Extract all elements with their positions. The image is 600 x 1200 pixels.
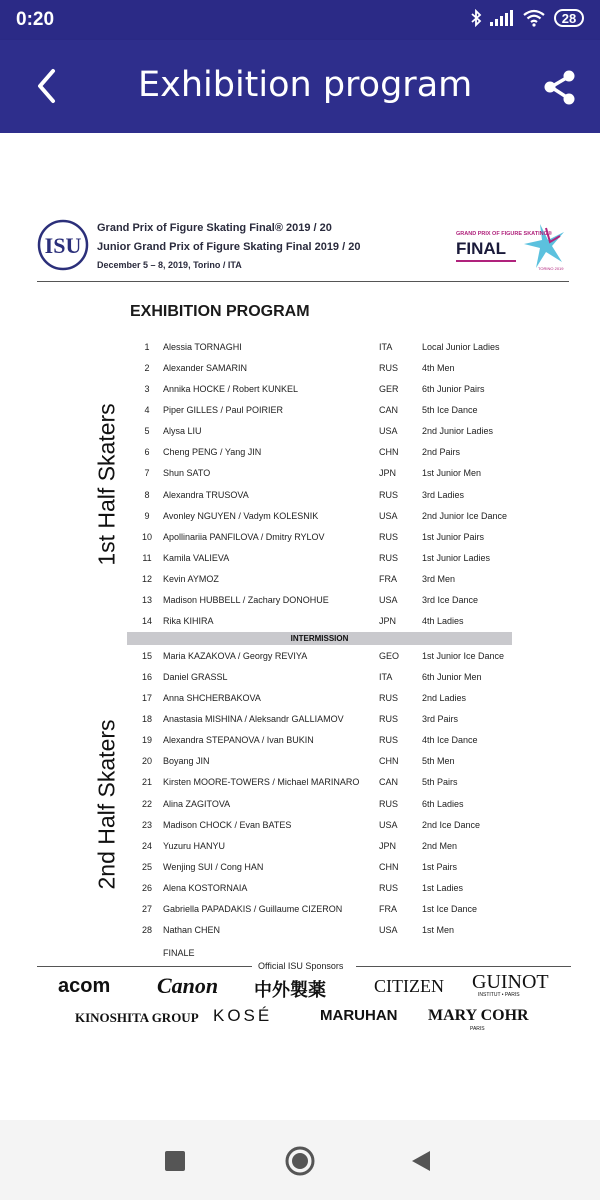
wifi-icon [522,9,546,27]
signal-icon [490,10,514,26]
sponsor-acom: acom [58,975,111,997]
skater-name: Nathan CHEN [163,925,221,936]
intermission-band: INTERMISSION [127,632,512,645]
skater-event: 2nd Ice Dance [422,819,481,830]
sponsor-divider-right [356,966,571,967]
finale-label: FINALE [163,948,195,958]
skater-event: 4th Ladies [422,616,464,627]
skater-nation: GEO [379,651,400,661]
skater-number: 17 [141,693,152,704]
event-title: Grand Prix of Figure Skating Final® 2019 / 20 [97,222,332,234]
skater-name: Alessia TORNAGHI [163,342,242,352]
document-view[interactable] [0,133,600,1120]
skater-event: 1st Junior Pairs [422,531,485,542]
skater-nation: ITA [379,672,393,683]
skater-name: Boyang JIN [163,756,210,767]
skater-row [138,862,518,880]
skater-row [138,756,518,774]
battery-icon: 28 [554,9,584,27]
skater-event: 5th Men [422,756,455,767]
final-logo [452,218,570,272]
skater-row [138,553,518,571]
sponsor-chugai: 中外製薬 [254,980,326,1001]
skater-number: 11 [142,552,152,563]
skater-nation: JPN [379,840,397,851]
skater-event: 6th Ladies [422,798,464,809]
skater-nation: USA [379,510,398,521]
skater-nation: RUS [379,714,399,725]
skater-row [138,384,518,402]
sponsor-kinoshita: KINOSHITA GROUP [75,1010,199,1025]
skater-number: 5 [144,426,150,437]
skater-name: Shun SATO [163,468,211,479]
sponsor-divider-left [37,966,252,967]
event-dates: December 5 – 8, 2019, Torino / ITA [97,260,242,270]
skater-event: 1st Junior Men [422,468,482,479]
skater-nation: RUS [379,882,399,893]
skater-number: 18 [141,714,152,725]
skater-row [138,532,518,550]
skater-nation: CAN [379,405,399,416]
back-nav-button[interactable] [404,1144,438,1178]
sponsor-maruhan: MARUHAN [320,1007,398,1024]
skater-nation: FRA [379,573,397,584]
skater-event: 6th Junior Pairs [422,384,485,395]
skater-event: 2nd Ladies [422,693,467,704]
skater-event: 2nd Junior Ladies [422,426,494,437]
skater-event: 1st Junior Ice Dance [422,651,505,661]
skater-row [138,363,518,381]
skater-number: 26 [141,882,152,893]
skater-event: 2nd Men [422,840,458,851]
first-half-label: 1st Half Skaters [93,403,120,566]
skater-event: 4th Men [422,363,455,374]
skater-number: 1 [144,342,150,352]
skater-name: Wenjing SUI / Cong HAN [163,861,264,872]
skater-number: 9 [144,510,150,521]
skater-name: Madison HUBBELL / Zachary DONOHUE [163,594,329,605]
skater-nation: CHN [379,447,399,458]
skater-number: 21 [141,777,152,788]
skater-nation: FRA [379,903,397,914]
skater-name: Kevin AYMOZ [163,573,219,584]
skater-name: Alina ZAGITOVA [163,798,231,809]
skater-number: 12 [141,573,152,584]
skater-name: Annika HOCKE / Robert KUNKEL [163,384,299,395]
skater-nation: RUS [379,693,399,704]
skater-number: 10 [141,531,152,542]
program-title: EXHIBITION PROGRAM [130,303,310,320]
skater-nation: USA [379,925,398,936]
skater-event: 1st Junior Ladies [422,552,491,563]
skater-event: 3rd Ice Dance [422,594,479,605]
sponsor-canon: Canon [157,973,219,998]
skater-nation: CAN [379,777,399,788]
skater-event: 1st Ice Dance [422,903,478,914]
skater-row [138,841,518,859]
skater-row [138,511,518,529]
skater-event: 5th Ice Dance [422,405,478,416]
skater-event: 2nd Junior Ice Dance [422,510,508,521]
skater-nation: RUS [379,552,399,563]
skater-name: Yuzuru HANYU [163,840,226,851]
status-bar [0,0,600,40]
header-divider [37,281,569,282]
skater-row [138,595,518,613]
skater-name: Anna SHCHERBAKOVA [163,693,261,704]
skater-nation: RUS [379,363,399,374]
skater-row [138,714,518,732]
skater-row [138,820,518,838]
skater-row [138,447,518,465]
skater-nation: USA [379,594,398,605]
sponsor-kose: KOSÉ [213,1006,273,1025]
skater-row [138,468,518,486]
system-nav-bar [0,1120,600,1200]
skater-name: Alysa LIU [163,426,202,437]
isu-logo [37,219,89,271]
skater-nation: RUS [379,798,399,809]
exhibition-document [0,133,600,1120]
skater-number: 2 [144,363,150,374]
skater-row [138,693,518,711]
skater-event: Local Junior Ladies [422,342,500,352]
skater-number: 24 [141,840,152,851]
sponsor-mary-cohr-sub: PARIS [470,1026,485,1032]
skater-name: Avonley NGUYEN / Vadym KOLESNIK [163,510,319,521]
skater-row [138,490,518,508]
skater-number: 14 [141,616,152,627]
skater-nation: RUS [379,531,399,542]
sponsor-citizen: CITIZEN [374,976,444,996]
sponsor-guinot-sub: INSTITUT • PARIS [478,992,520,998]
skater-row [138,574,518,592]
skater-number: 22 [141,798,152,809]
skater-nation: GER [379,384,399,395]
skater-event: 2nd Pairs [422,447,461,458]
status-time: 0:20 [16,9,55,30]
skater-number: 4 [144,405,150,416]
skater-nation: CHN [379,861,399,872]
skater-row [138,405,518,423]
skater-number: 15 [141,651,152,661]
sponsor-guinot: GUINOT [472,971,549,993]
skater-event: 3rd Men [422,573,456,584]
skater-row [138,925,518,943]
page-title: Exhibition program [138,65,473,105]
skater-event: 4th Ice Dance [422,735,478,746]
recents-button[interactable] [158,1144,192,1178]
skater-name: Apollinariia PANFILOVA / Dmitry RYLOV [163,531,325,542]
sponsors-title: Official ISU Sponsors [258,961,344,971]
skater-number: 25 [141,861,152,872]
skater-name: Cheng PENG / Yang JIN [163,447,262,458]
skater-row [138,777,518,795]
back-arrow-icon [28,64,68,108]
status-icons [470,9,584,27]
skater-row [138,426,518,444]
skater-number: 7 [144,468,150,479]
share-button[interactable] [540,68,580,108]
skater-number: 20 [141,756,152,767]
skater-number: 13 [141,594,152,605]
skater-number: 8 [144,489,150,500]
skater-nation: CHN [379,756,399,767]
skater-event: 3rd Ladies [422,489,465,500]
skater-name: Alena KOSTORNAIA [163,882,248,893]
skater-name: Alexandra TRUSOVA [163,489,249,500]
skater-row [138,799,518,817]
skater-number: 27 [141,903,152,914]
skater-event: 5th Pairs [422,777,458,788]
skater-name: Alexandra STEPANOVA / Ivan BUKIN [163,735,314,746]
skater-number: 3 [144,384,150,395]
home-icon [284,1145,316,1177]
sponsor-mary-cohr: MARY COHR [428,1007,529,1024]
final-logo-main: FINAL [456,239,507,258]
back-icon [409,1149,433,1173]
skater-name: Anastasia MISHINA / Aleksandr GALLIAMOV [163,714,344,725]
skater-event: 1st Ladies [422,882,464,893]
skater-number: 23 [141,819,152,830]
skater-name: Gabriella PAPADAKIS / Guillaume CIZERON [163,903,343,914]
skater-nation: USA [379,819,398,830]
skater-event: 6th Junior Men [422,672,482,683]
skater-row [138,735,518,753]
skater-name: Alexander SAMARIN [163,363,248,374]
junior-event-title: Junior Grand Prix of Figure Skating Final 2019 / 20 [97,241,361,253]
skater-name: Kirsten MOORE-TOWERS / Michael MARINARO [163,777,360,788]
recents-icon [164,1150,186,1172]
svg-text:ISU: ISU [44,233,82,258]
skater-row [138,651,518,669]
skater-number: 16 [141,672,152,683]
skater-row [138,904,518,922]
final-logo-top: GRAND PRIX OF FIGURE SKATING® [456,231,552,237]
skater-name: Rika KIHIRA [163,616,214,627]
skater-number: 19 [141,735,152,746]
skater-nation: USA [379,426,398,437]
skater-row [138,883,518,901]
skater-name: Madison CHOCK / Evan BATES [163,819,292,830]
skater-nation: RUS [379,489,399,500]
skater-nation: JPN [379,468,397,479]
skater-event: 1st Men [422,925,455,936]
share-icon [540,68,580,108]
skater-row [138,342,518,360]
skater-event: 3rd Pairs [422,714,459,725]
back-button[interactable] [28,64,68,108]
skater-nation: JPN [379,616,397,627]
skater-nation: ITA [379,342,393,352]
skater-nation: RUS [379,735,399,746]
skater-name: Kamila VALIEVA [163,552,230,563]
skater-name: Piper GILLES / Paul POIRIER [163,405,284,416]
bluetooth-icon [470,9,482,27]
second-half-label: 2nd Half Skaters [93,719,120,890]
skater-number: 28 [141,925,152,936]
skater-event: 1st Pairs [422,861,458,872]
home-button[interactable] [283,1144,317,1178]
skater-row [138,672,518,690]
skater-name: Daniel GRASSL [163,672,228,683]
skater-number: 6 [144,447,150,458]
final-logo-sub: TORINO 2019 [538,266,564,271]
app-bar [0,40,600,133]
skater-name: Maria KAZAKOVA / Georgy REVIYA [163,651,308,661]
